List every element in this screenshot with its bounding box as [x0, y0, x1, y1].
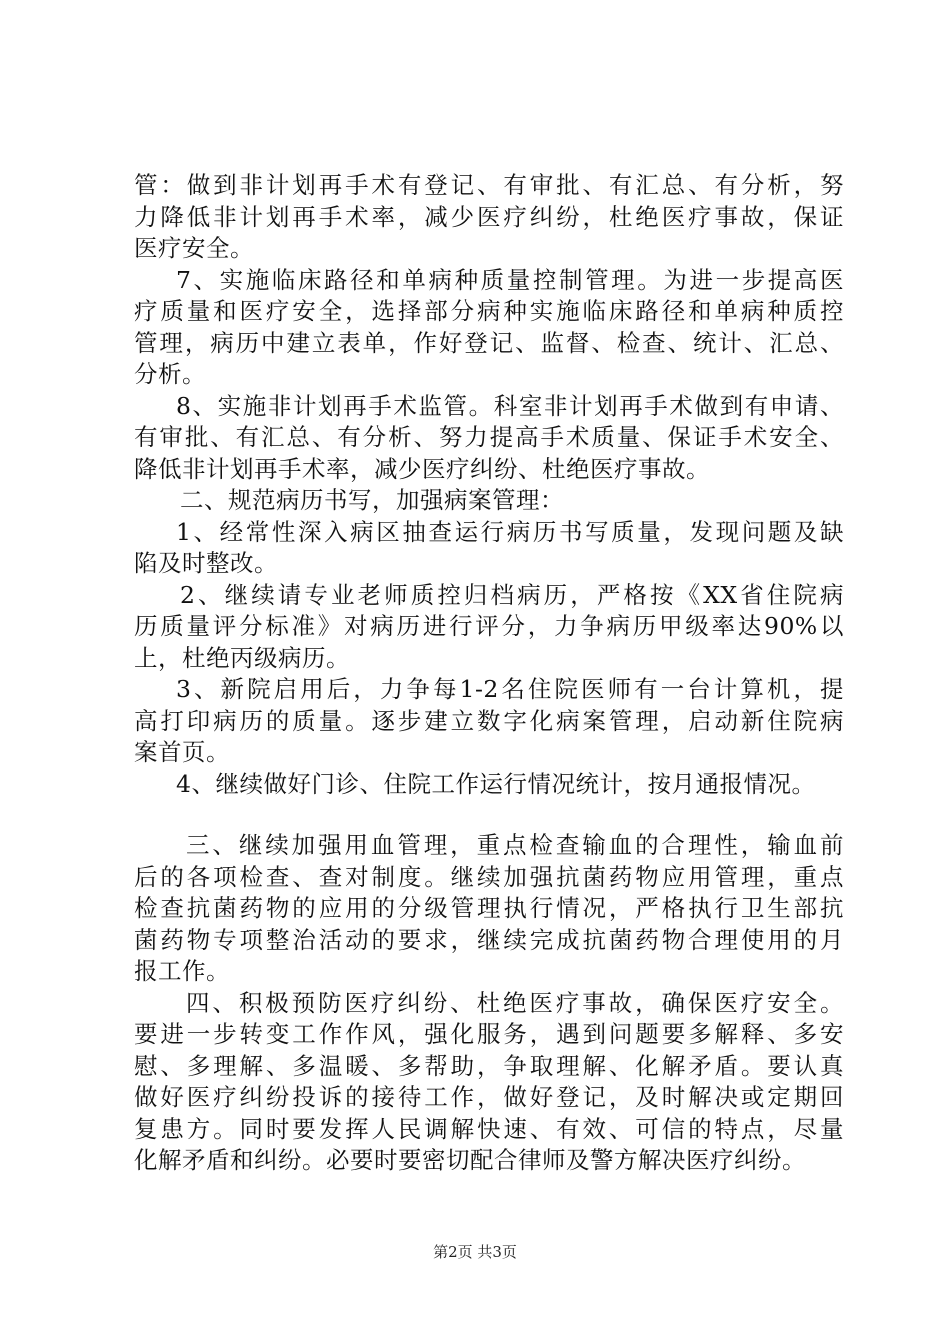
text-line: 力降低非计划再手术率，减少医疗纠纷，杜绝医疗事故，保证: [134, 202, 844, 231]
paragraph: [134, 830, 844, 988]
text-line: 检查抗菌药物的应用的分级管理执行情况，严格执行卫生部抗: [134, 894, 844, 922]
paragraph: [134, 580, 844, 675]
text-line: 有审批、有汇总、有分析、努力提高手术质量、保证手术安全、: [134, 423, 844, 451]
text-line: 化解矛盾和纠纷。必要时要密切配合律师及警方解决医疗纠纷。: [134, 1146, 806, 1174]
text-line: 1、经常性深入病区抽查运行病历书写质量，发现问题及缺: [176, 517, 844, 546]
paragraph: [134, 265, 844, 391]
paragraph: [134, 517, 844, 580]
text-line: 管理，病历中建立表单，作好登记、监督、检查、统计、汇总、: [134, 328, 844, 357]
text-line: 案首页。: [134, 738, 230, 766]
paragraph-gap: [134, 800, 844, 830]
text-line: 2、继续请专业老师质控归档病历，严格按《XX省住院病: [180, 580, 844, 609]
paragraph: [134, 485, 844, 517]
text-line: 7、实施临床路径和单病种质量控制管理。为进一步提高医: [176, 265, 844, 294]
text-line: 菌药物专项整治活动的要求，继续完成抗菌药物合理使用的月: [134, 925, 844, 954]
text-line: 历质量评分标准》对病历进行评分，力争病历甲级率达90%以: [134, 612, 844, 640]
text-line: 4、继续做好门诊、住院工作运行情况统计，按月通报情况。: [176, 769, 816, 798]
text-line: 复患方。同时要发挥人民调解快速、有效、可信的特点，尽量: [134, 1114, 844, 1143]
text-line: 报工作。: [134, 957, 230, 985]
paragraph: [134, 391, 844, 486]
text-line: 上，杜绝丙级病历。: [134, 643, 350, 672]
text-line: 三、继续加强用血管理，重点检查输血的合理性，输血前: [186, 831, 844, 859]
paragraph: [134, 170, 844, 265]
text-line: 高打印病历的质量。逐步建立数字化病案管理，启动新住院病: [134, 706, 844, 735]
paragraph: [134, 674, 844, 769]
text-line: 管：做到非计划再手术有登记、有审批、有汇总、有分析，努: [134, 171, 844, 199]
text-line: 8、实施非计划再手术监管。科室非计划再手术做到有申请、: [176, 391, 844, 420]
text-line: 后的各项检查、查对制度。继续加强抗菌药物应用管理，重点: [134, 862, 844, 891]
text-line: 3、新院启用后，力争每1-2名住院医师有一台计算机，提: [176, 675, 844, 703]
text-line: 陷及时整改。: [134, 549, 278, 577]
document-body: [134, 170, 844, 1177]
text-line: 分析。: [134, 360, 206, 388]
text-line: 疗质量和医疗安全，选择部分病种实施临床路径和单病种质控: [134, 297, 844, 325]
page-footer: 第2页 共3页: [433, 1243, 517, 1261]
text-line: 做好医疗纠纷投诉的接待工作，做好登记，及时解决或定期回: [134, 1083, 844, 1111]
text-line: 慰、多理解、多温暖、多帮助，争取理解、化解矛盾。要认真: [134, 1051, 844, 1080]
paragraph: [134, 769, 844, 801]
text-line: 要进一步转变工作作风，强化服务，遇到问题要多解释、多安: [134, 1020, 844, 1048]
text-line: 二、规范病历书写，加强病案管理：: [180, 486, 564, 514]
text-line: 医疗安全。: [134, 234, 254, 262]
text-line: 四、积极预防医疗纠纷、杜绝医疗事故，确保医疗安全。: [186, 988, 844, 1017]
text-line: 降低非计划再手术率，减少医疗纠纷、杜绝医疗事故。: [134, 454, 710, 483]
paragraph: [134, 988, 844, 1177]
